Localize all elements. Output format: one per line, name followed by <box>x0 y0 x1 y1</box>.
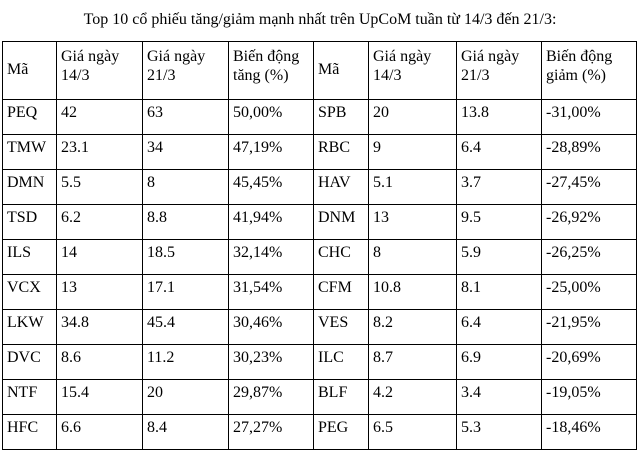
gain-change-cell: 30,23% <box>229 345 314 380</box>
gain-change-cell: 41,94% <box>229 205 314 240</box>
gain-price-end-cell: 34 <box>143 135 229 170</box>
table-row <box>3 415 637 450</box>
gain-code-cell: DVC <box>3 345 57 380</box>
header-gain-change: Biến động tăng (%) <box>229 42 314 100</box>
gain-price-end-cell: 8.4 <box>143 415 229 450</box>
gain-price-end-cell: 45.4 <box>143 310 229 345</box>
loss-code-cell: PEG <box>314 415 369 450</box>
loss-price-start-cell: 6.5 <box>369 415 457 450</box>
loss-code-cell: SPB <box>314 100 369 135</box>
loss-code-cell: HAV <box>314 170 369 205</box>
table-row <box>3 205 637 240</box>
gain-price-end-cell: 17.1 <box>143 275 229 310</box>
gain-code-cell: PEQ <box>3 100 57 135</box>
loss-price-end-cell: 5.3 <box>457 415 542 450</box>
gain-price-end-cell: 8.8 <box>143 205 229 240</box>
table-row <box>3 170 637 205</box>
loss-change-cell: -27,45% <box>542 170 637 205</box>
loss-price-start-cell: 4.2 <box>369 380 457 415</box>
gain-price-end-cell: 11.2 <box>143 345 229 380</box>
gain-price-end-cell: 18.5 <box>143 240 229 275</box>
table-row <box>3 135 637 170</box>
stock-movers-table <box>2 41 637 450</box>
gain-change-cell: 45,45% <box>229 170 314 205</box>
gain-code-cell: DMN <box>3 170 57 205</box>
loss-price-start-cell: 5.1 <box>369 170 457 205</box>
loss-price-start-cell: 20 <box>369 100 457 135</box>
loss-code-cell: RBC <box>314 135 369 170</box>
loss-price-end-cell: 3.7 <box>457 170 542 205</box>
loss-price-end-cell: 6.4 <box>457 310 542 345</box>
loss-price-end-cell: 5.9 <box>457 240 542 275</box>
loss-code-cell: VES <box>314 310 369 345</box>
loss-code-cell: CHC <box>314 240 369 275</box>
loss-change-cell: -20,69% <box>542 345 637 380</box>
gain-change-cell: 31,54% <box>229 275 314 310</box>
table-row <box>3 310 637 345</box>
header-loss-price-start: Giá ngày 14/3 <box>369 42 457 100</box>
header-loss-code: Mã <box>314 42 369 100</box>
loss-price-end-cell: 3.4 <box>457 380 542 415</box>
loss-price-start-cell: 8.2 <box>369 310 457 345</box>
loss-price-start-cell: 8 <box>369 240 457 275</box>
gain-change-cell: 32,14% <box>229 240 314 275</box>
gain-code-cell: NTF <box>3 380 57 415</box>
header-loss-change: Biến động giảm (%) <box>542 42 637 100</box>
table-row <box>3 100 637 135</box>
table-title: Top 10 cổ phiếu tăng/giảm mạnh nhất trên UpCoM tuần từ 14/3 đến 21/3: <box>83 11 557 28</box>
gain-change-cell: 30,46% <box>229 310 314 345</box>
gain-price-start-cell: 8.6 <box>57 345 143 380</box>
header-gain-code: Mã <box>3 42 57 100</box>
gain-price-end-cell: 63 <box>143 100 229 135</box>
gain-price-start-cell: 15.4 <box>57 380 143 415</box>
header-row <box>3 42 637 100</box>
gain-price-start-cell: 23.1 <box>57 135 143 170</box>
gain-change-cell: 50,00% <box>229 100 314 135</box>
gain-code-cell: TSD <box>3 205 57 240</box>
gain-price-end-cell: 20 <box>143 380 229 415</box>
loss-change-cell: -25,00% <box>542 275 637 310</box>
gain-price-start-cell: 13 <box>57 275 143 310</box>
loss-change-cell: -26,92% <box>542 205 637 240</box>
loss-change-cell: -21,95% <box>542 310 637 345</box>
loss-code-cell: DNM <box>314 205 369 240</box>
loss-price-end-cell: 13.8 <box>457 100 542 135</box>
gain-price-start-cell: 5.5 <box>57 170 143 205</box>
loss-code-cell: CFM <box>314 275 369 310</box>
loss-price-start-cell: 13 <box>369 205 457 240</box>
table-row <box>3 380 637 415</box>
gain-change-cell: 47,19% <box>229 135 314 170</box>
gain-code-cell: VCX <box>3 275 57 310</box>
gain-change-cell: 27,27% <box>229 415 314 450</box>
loss-change-cell: -18,46% <box>542 415 637 450</box>
gain-code-cell: LKW <box>3 310 57 345</box>
loss-price-end-cell: 6.4 <box>457 135 542 170</box>
gain-price-start-cell: 6.6 <box>57 415 143 450</box>
loss-price-start-cell: 9 <box>369 135 457 170</box>
header-loss-price-end: Giá ngày 21/3 <box>457 42 542 100</box>
loss-price-end-cell: 9.5 <box>457 205 542 240</box>
header-gain-price-start: Giá ngày 14/3 <box>57 42 143 100</box>
gain-price-start-cell: 42 <box>57 100 143 135</box>
gain-change-cell: 29,87% <box>229 380 314 415</box>
loss-price-end-cell: 6.9 <box>457 345 542 380</box>
gain-code-cell: ILS <box>3 240 57 275</box>
table-row <box>3 240 637 275</box>
loss-price-start-cell: 8.7 <box>369 345 457 380</box>
loss-change-cell: -26,25% <box>542 240 637 275</box>
table-row <box>3 345 637 380</box>
gain-code-cell: TMW <box>3 135 57 170</box>
gain-price-start-cell: 34.8 <box>57 310 143 345</box>
gain-price-start-cell: 14 <box>57 240 143 275</box>
loss-price-start-cell: 10.8 <box>369 275 457 310</box>
table-row <box>3 275 637 310</box>
gain-code-cell: HFC <box>3 415 57 450</box>
loss-change-cell: -19,05% <box>542 380 637 415</box>
loss-code-cell: BLF <box>314 380 369 415</box>
loss-code-cell: ILC <box>314 345 369 380</box>
header-gain-price-end: Giá ngày 21/3 <box>143 42 229 100</box>
loss-change-cell: -31,00% <box>542 100 637 135</box>
loss-change-cell: -28,89% <box>542 135 637 170</box>
gain-price-start-cell: 6.2 <box>57 205 143 240</box>
gain-price-end-cell: 8 <box>143 170 229 205</box>
loss-price-end-cell: 8.1 <box>457 275 542 310</box>
